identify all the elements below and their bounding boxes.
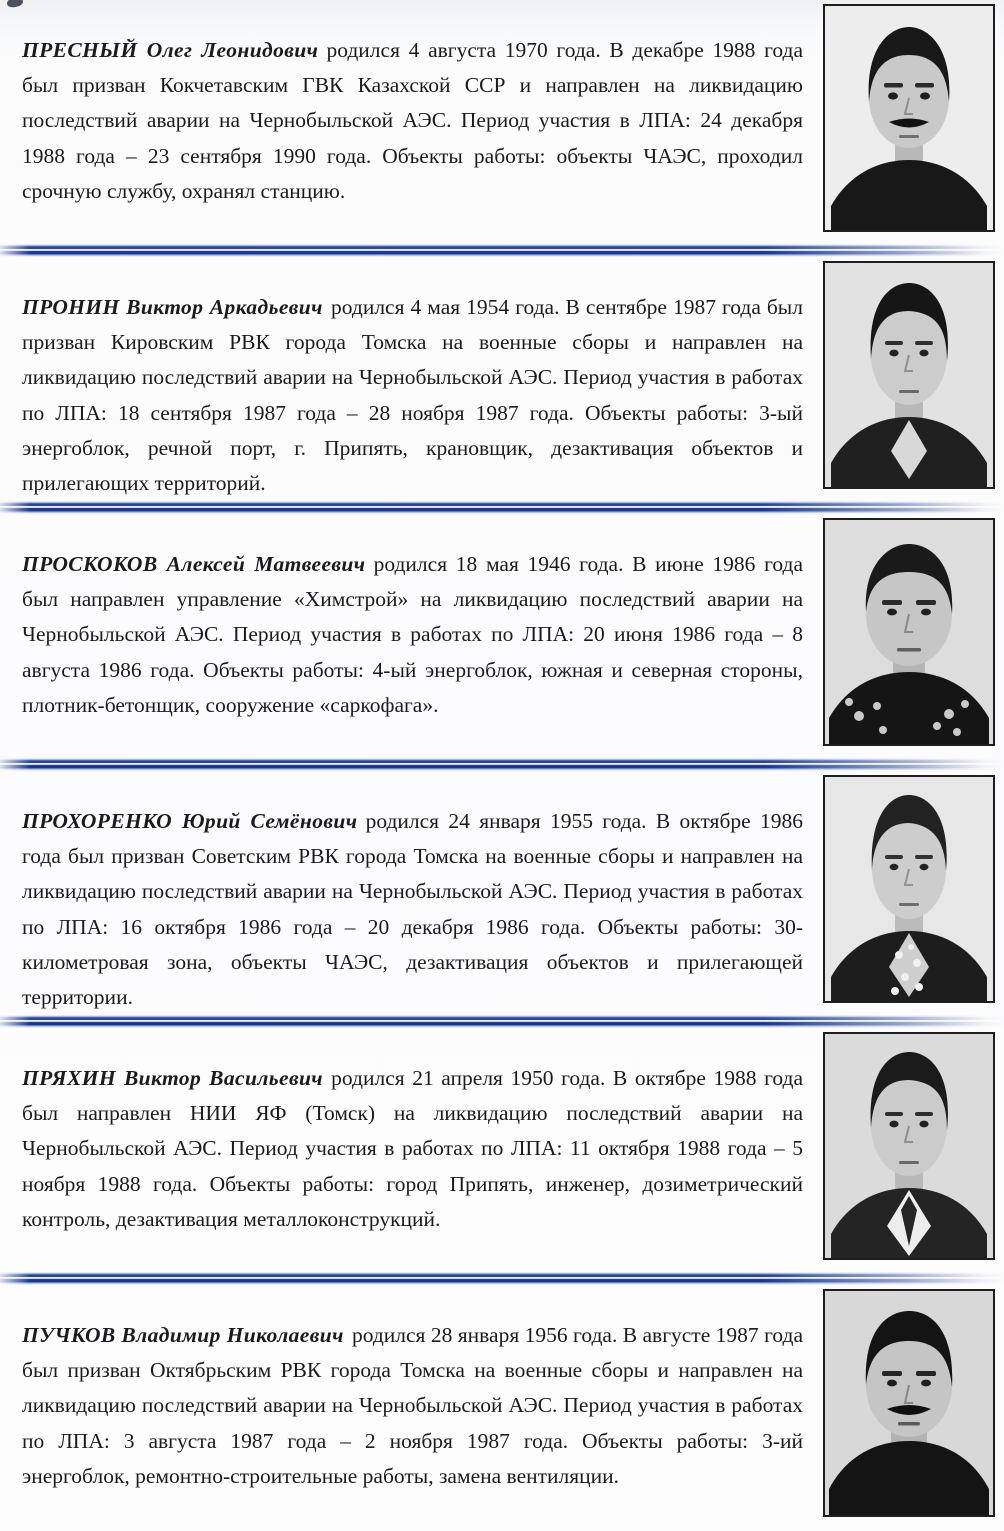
portrait-photo <box>823 4 995 232</box>
section-divider <box>0 1272 1004 1285</box>
person-name: ПУЧКОВ Владимир Николаевич <box>22 1323 344 1347</box>
entry-bio-text: родился 18 мая 1946 года. В июне 1986 года был направлен управление «Химстрой» на ликвидацию последствий аварии на Чернобыльской АЭС. Период участия в работах по ЛПА: 20 июня 1986 года – 8 августа 1986 года. Объекты работы: 4-ый энергоблок, южная и северная стороны, плотник-бетонщик, сооружение «саркофага». <box>22 552 803 717</box>
entry-paragraph <box>0 514 823 723</box>
person-name: ПРОХОРЕНКО Юрий Семёнович <box>22 809 358 833</box>
person-name: ПРЯХИН Виктор Васильевич <box>22 1066 323 1090</box>
liquidator-entry <box>0 771 1004 1015</box>
liquidator-entry <box>0 257 1004 501</box>
portrait-photo <box>823 518 995 746</box>
portrait-image <box>825 777 993 1001</box>
portrait-image <box>825 520 993 744</box>
entry-bio-text: родился 4 мая 1954 года. В сентябре 1987 года был призван Кировским РВК города Томска на военные сборы и направлен на ликвидацию последствий аварии на Чернобыльской АЭС. Период участия в работах по ЛПА: 18 сентября 1987 года – 28 ноября 1987 года. Объекты работы: 3-ый энергоблок, речной порт, г. Припять, крановщик, дезактивация объектов и прилегающих территорий. <box>22 295 803 496</box>
entry-bio-text: родился 4 августа 1970 года. В декабре 1988 года был призван Кокчетавским ГВК Казахской ССР и направлен на ликвидацию последствий аварии на Чернобыльской АЭС. Период участия в ЛПА: 24 декабря 1988 года – 23 сентября 1990 года. Объекты работы: объекты ЧАЭС, проходил срочную службу, охранял станцию. <box>22 38 803 203</box>
section-divider <box>0 244 1004 257</box>
person-name: ПРОСКОКОВ Алексей Матвеевич <box>22 552 366 576</box>
entry-paragraph <box>0 257 823 501</box>
entry-paragraph <box>0 771 823 1015</box>
section-divider <box>0 1015 1004 1028</box>
portrait-photo <box>823 775 995 1003</box>
person-name: ПРОНИН Виктор Аркадьевич <box>22 295 323 319</box>
portrait-image <box>825 6 993 230</box>
liquidator-entry <box>0 0 1004 244</box>
entry-bio-text: родился 28 января 1956 года. В августе 1987 года был призван Октябрьским РВК города Томска на военные сборы и направлен на ликвидацию последствий аварии на Чернобыльской АЭС. Период участия в работах по ЛПА: 3 августа 1987 года – 2 ноября 1987 года. Объекты работы: 3-ий энергоблок, ремонтно-строительные работы, замена вентиляции. <box>22 1323 803 1488</box>
entry-paragraph <box>0 1285 823 1494</box>
entry-paragraph <box>0 0 823 209</box>
liquidator-entry <box>0 514 1004 758</box>
liquidator-entry <box>0 1028 1004 1272</box>
entry-paragraph <box>0 1028 823 1237</box>
liquidator-entry <box>0 1285 1004 1529</box>
entry-bio-text: родился 24 января 1955 года. В октябре 1986 года был призван Советским РВК города Томска на военные сборы и направлен на ликвидацию последствий аварии на Чернобыльской АЭС. Период участия в работах по ЛПА: 16 октября 1986 года – 20 декабря 1986 года. Объекты работы: 30-километровая зона, объекты ЧАЭС, дезактивация объектов и прилегающей территории. <box>22 809 804 1010</box>
portrait-photo <box>823 261 995 489</box>
entry-bio-text: родился 21 апреля 1950 года. В октябре 1988 года был направлен НИИ ЯФ (Томск) на ликвидацию последствий аварии на Чернобыльской АЭС. Период участия в работах по ЛПА: 11 октября 1988 года – 5 ноября 1988 года. Объекты работы: город Припять, инженер, дозиметрический контроль, дезактивация металлоконструкций. <box>22 1066 803 1231</box>
section-divider <box>0 501 1004 514</box>
portrait-photo <box>823 1032 995 1260</box>
portrait-image <box>825 1034 993 1258</box>
portrait-image <box>825 1291 993 1515</box>
person-name: ПРЕСНЫЙ Олег Леонидович <box>22 38 319 62</box>
portrait-photo <box>823 1289 995 1517</box>
section-divider <box>0 758 1004 771</box>
portrait-image <box>825 263 993 487</box>
